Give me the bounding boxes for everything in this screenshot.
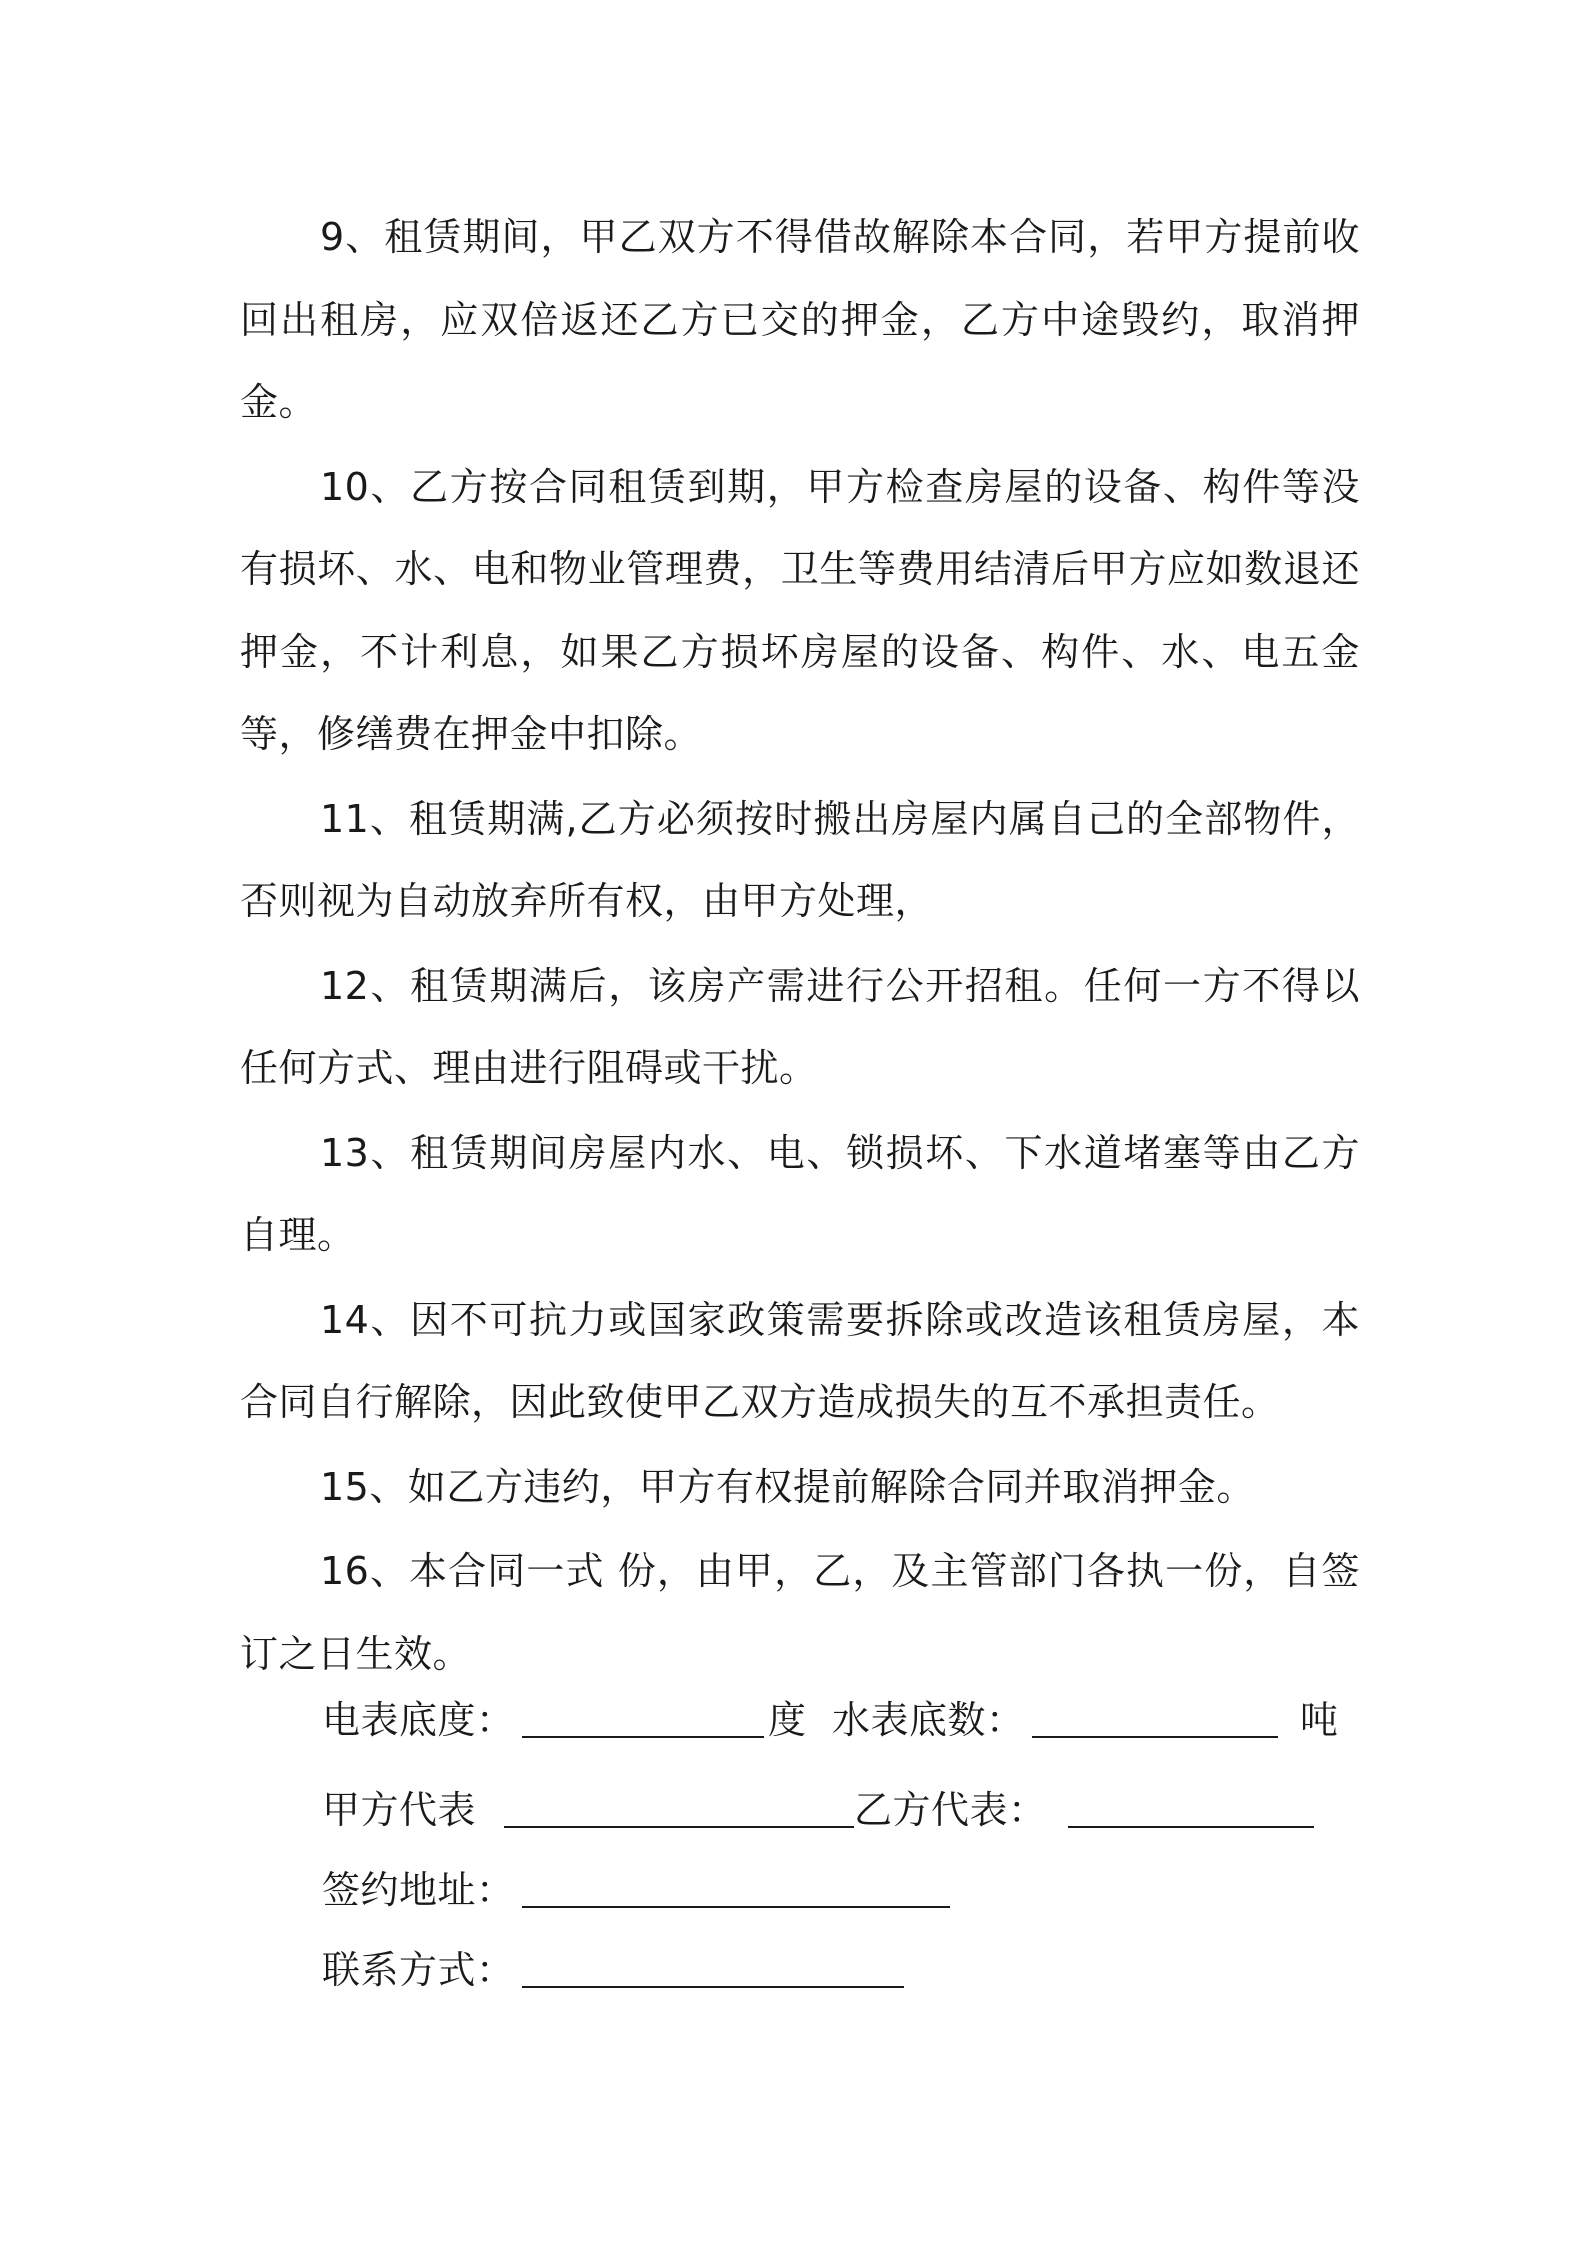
clause-9: 9、租赁期间，甲乙双方不得借故解除本合同，若甲方提前收回出租房，应双倍返还乙方已交的押金，乙方中途毁约，取消押金。 [240, 215, 1360, 424]
clause-13: 13、租赁期间房屋内水、电、锁损坏、下水道堵塞等由乙方自理。 [240, 1130, 1360, 1257]
electric-meter-blank[interactable] [522, 1700, 764, 1738]
clause-15: 15、如乙方违约，甲方有权提前解除合同并取消押金。 [320, 1464, 1255, 1509]
water-meter-label: 水表底数： [832, 1698, 1025, 1742]
electric-meter-label: 电表底度： [322, 1698, 515, 1742]
clause-16: 16、本合同一式 份，由甲，乙，及主管部门各执一份，自签订之日生效。 [240, 1549, 1360, 1676]
address-blank[interactable] [522, 1870, 950, 1908]
contact-blank[interactable] [522, 1950, 904, 1988]
water-meter-unit: 吨 [1300, 1698, 1339, 1742]
representatives-row [322, 1790, 1362, 1830]
address-row [322, 1870, 1362, 1910]
party-a-blank[interactable] [504, 1790, 854, 1828]
clause-10: 10、乙方按合同租赁到期，甲方检查房屋的设备、构件等没有损坏、水、电和物业管理费，卫生等费用结清后甲方应如数退还押金，不计利息，如果乙方损坏房屋的设备、构件、水、电五金等，修缮费在押金中扣除。 [240, 464, 1360, 756]
clause-12: 12、租赁期满后，该房产需进行公开招租。任何一方不得以任何方式、理由进行阻碍或干扰。 [240, 963, 1360, 1090]
meter-readings-row [322, 1700, 1362, 1740]
party-a-label: 甲方代表 [322, 1788, 477, 1832]
contact-label: 联系方式： [322, 1948, 515, 1992]
electric-meter-unit: 度 [768, 1698, 807, 1742]
clause-14: 14、因不可抗力或国家政策需要拆除或改造该租赁房屋，本合同自行解除，因此致使甲乙双方造成损失的互不承担责任。 [240, 1297, 1360, 1424]
clause-11: 11、租赁期满,乙方必须按时搬出房屋内属自己的全部物件，否则视为自动放弃所有权，由甲方处理， [240, 796, 1360, 923]
party-b-blank[interactable] [1068, 1790, 1314, 1828]
address-label: 签约地址： [322, 1868, 515, 1912]
party-b-label: 乙方代表： [854, 1788, 1047, 1832]
contact-row [322, 1950, 1362, 1990]
contract-clauses [240, 196, 1360, 1697]
water-meter-blank[interactable] [1032, 1700, 1278, 1738]
